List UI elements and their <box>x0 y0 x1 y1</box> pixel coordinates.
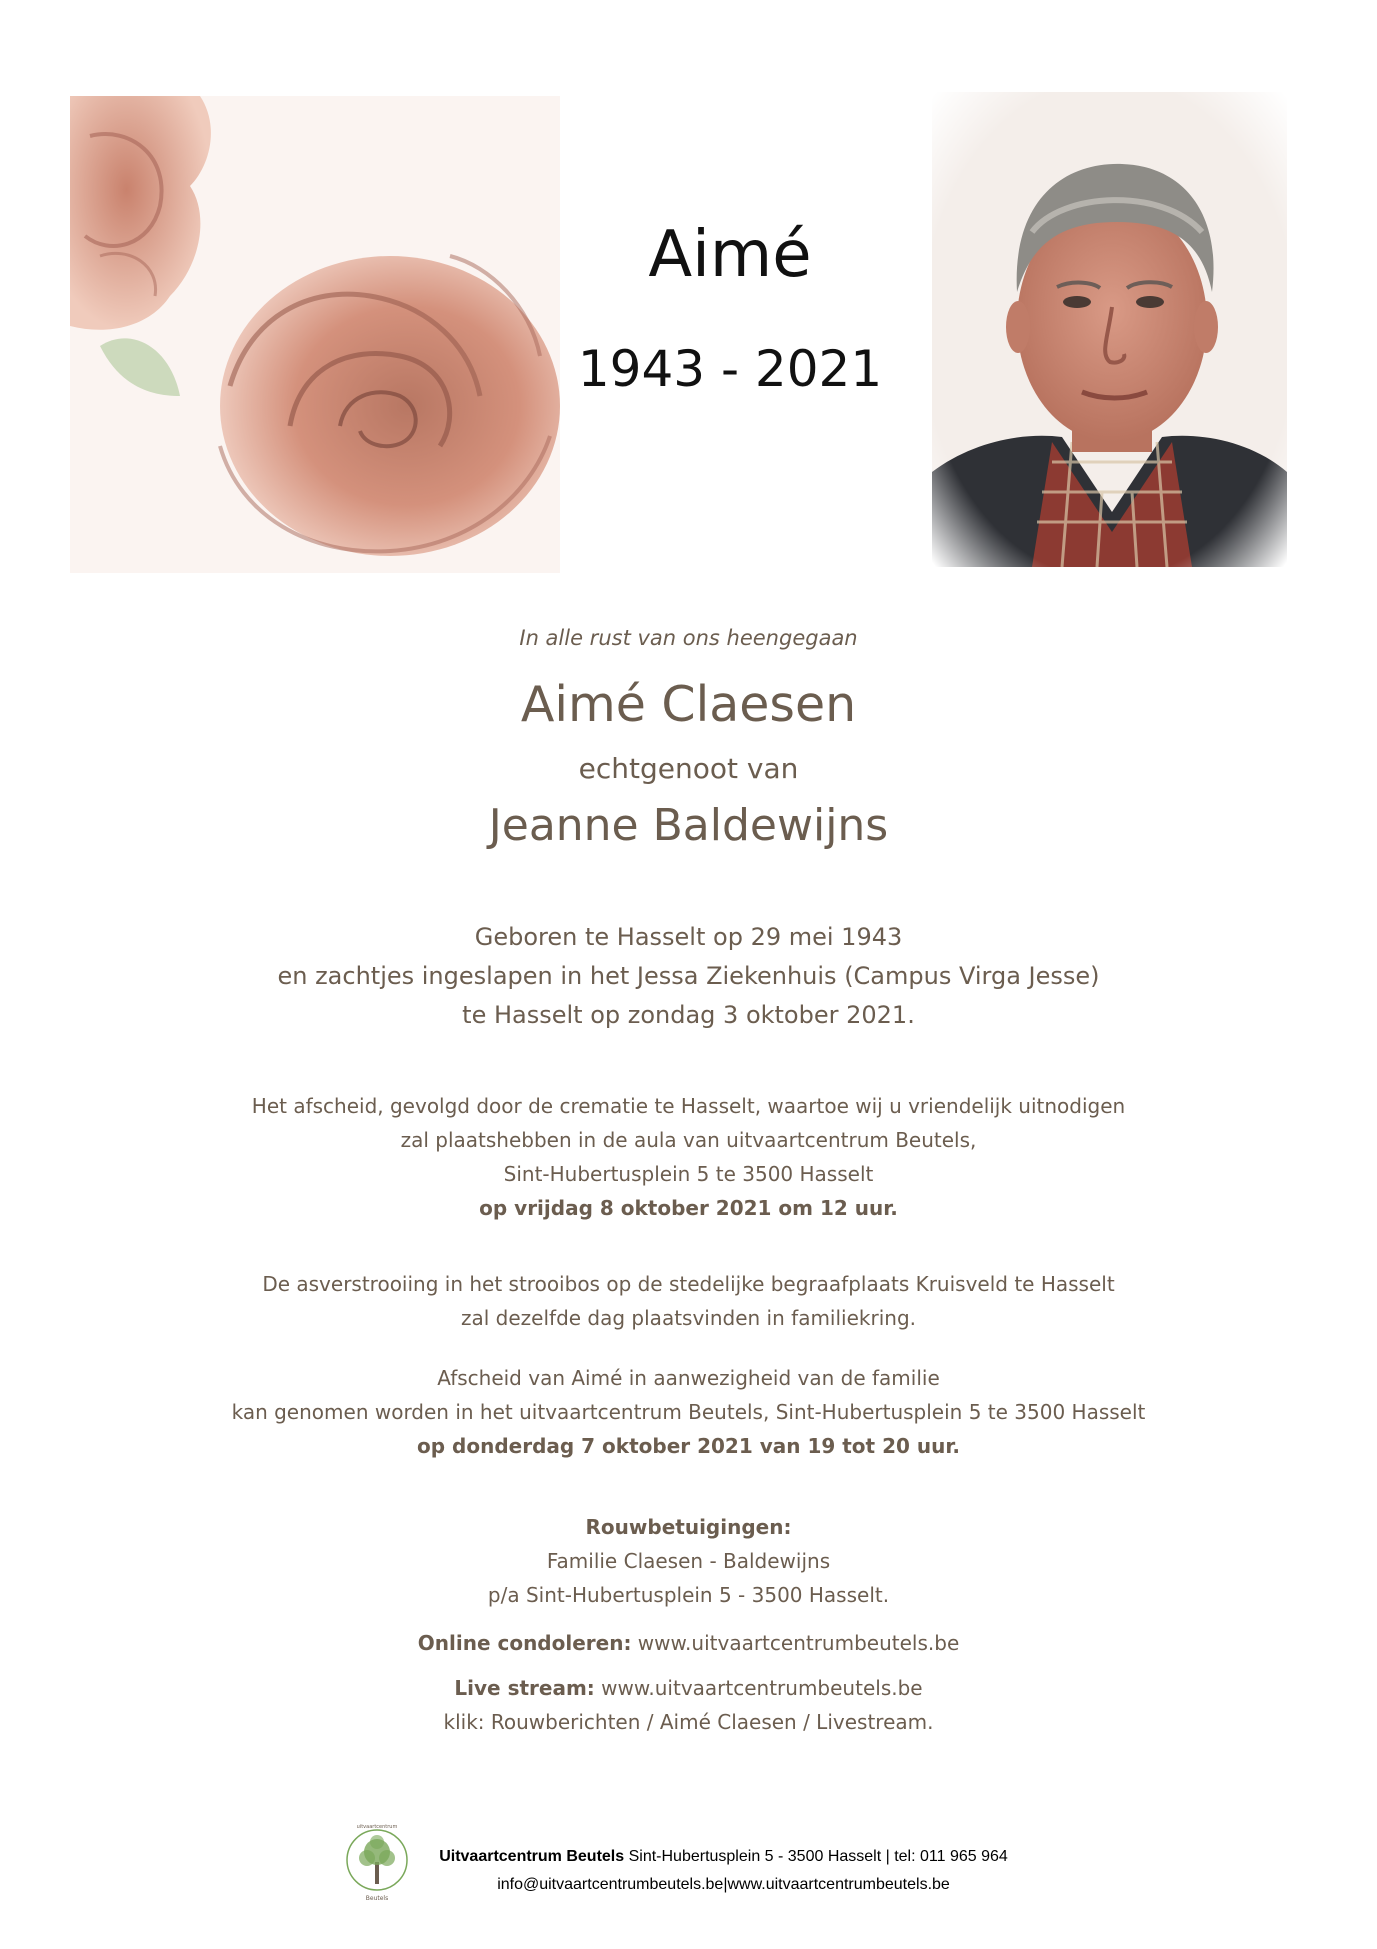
death-place-line: en zachtjes ingeslapen in het Jessa Ziekenhuis (Campus Virga Jesse) <box>277 962 1100 990</box>
spouse-name: Jeanne Baldewijns <box>488 800 889 851</box>
logo-top-text: uitvaartcentrum <box>356 1824 398 1830</box>
livestream-label: Live stream: <box>454 1676 595 1700</box>
visitation-date-line: op donderdag 7 oktober 2021 van 19 tot 20 uur. <box>417 1434 960 1458</box>
header-years: 1943 - 2021 <box>577 340 883 398</box>
online-condolences-label: Online condoleren: <box>417 1631 632 1655</box>
death-date-line: te Hasselt op zondag 3 oktober 2021. <box>462 1001 915 1029</box>
livestream-link[interactable]: www.uitvaartcentrumbeutels.be <box>594 1676 923 1700</box>
condolences-block <box>0 1510 1377 1612</box>
condolences-family: Familie Claesen - Baldewijns <box>546 1549 831 1573</box>
birth-death-block <box>0 918 1377 1035</box>
logo-bottom-text: Beutels <box>365 1895 389 1902</box>
scattering-block <box>0 1267 1377 1335</box>
footer-address: Sint-Hubertusplein 5 - 3500 Hasselt | tel: 011 965 964 <box>624 1848 1008 1865</box>
online-condolences <box>0 1626 1377 1660</box>
scattering-line: De asverstrooiing in het strooibos op de stedelijke begraafplaats Kruisveld te Hasselt <box>262 1272 1115 1296</box>
birth-line: Geboren te Hasselt op 29 mei 1943 <box>474 923 903 951</box>
spouse-label: echtgenoot van <box>578 752 799 785</box>
visitation-line: Afscheid van Aimé in aanwezigheid van de familie <box>437 1366 940 1390</box>
farewell-line: Het afscheid, gevolgd door de crematie te Hasselt, waartoe wij u vriendelijk uitnodigen <box>251 1094 1126 1118</box>
condolences-heading: Rouwbetuigingen: <box>585 1515 792 1539</box>
intro-text: In alle rust van ons heengegaan <box>519 626 858 650</box>
header-name: Aimé <box>648 218 812 292</box>
footer-company-line <box>0 1848 1377 1866</box>
livestream-instructions: klik: Rouwberichten / Aimé Claesen / Livestream. <box>443 1710 934 1734</box>
deceased-full-name: Aimé Claesen <box>520 676 857 733</box>
condolences-address: p/a Sint-Hubertusplein 5 - 3500 Hasselt. <box>487 1583 890 1607</box>
visitation-location-line: kan genomen worden in het uitvaartcentrum Beutels, Sint-Hubertusplein 5 te 3500 Hasselt <box>231 1400 1146 1424</box>
rose-image <box>70 96 560 573</box>
footer-company-name: Uitvaartcentrum Beutels <box>439 1848 625 1865</box>
online-condolences-link[interactable]: www.uitvaartcentrumbeutels.be <box>631 1631 960 1655</box>
footer-contact[interactable]: info@uitvaartcentrumbeutels.be|www.uitvaartcentrumbeutels.be <box>497 1876 950 1893</box>
visitation-block <box>0 1361 1377 1463</box>
scattering-line: zal dezelfde dag plaatsvinden in familiekring. <box>461 1306 916 1330</box>
portrait-photo <box>932 92 1287 567</box>
farewell-location-line: zal plaatshebben in de aula van uitvaartcentrum Beutels, <box>400 1128 977 1152</box>
farewell-date-line: op vrijdag 8 oktober 2021 om 12 uur. <box>479 1196 898 1220</box>
livestream-block <box>0 1671 1377 1739</box>
farewell-block <box>0 1089 1377 1225</box>
farewell-address-line: Sint-Hubertusplein 5 te 3500 Hasselt <box>503 1162 874 1186</box>
